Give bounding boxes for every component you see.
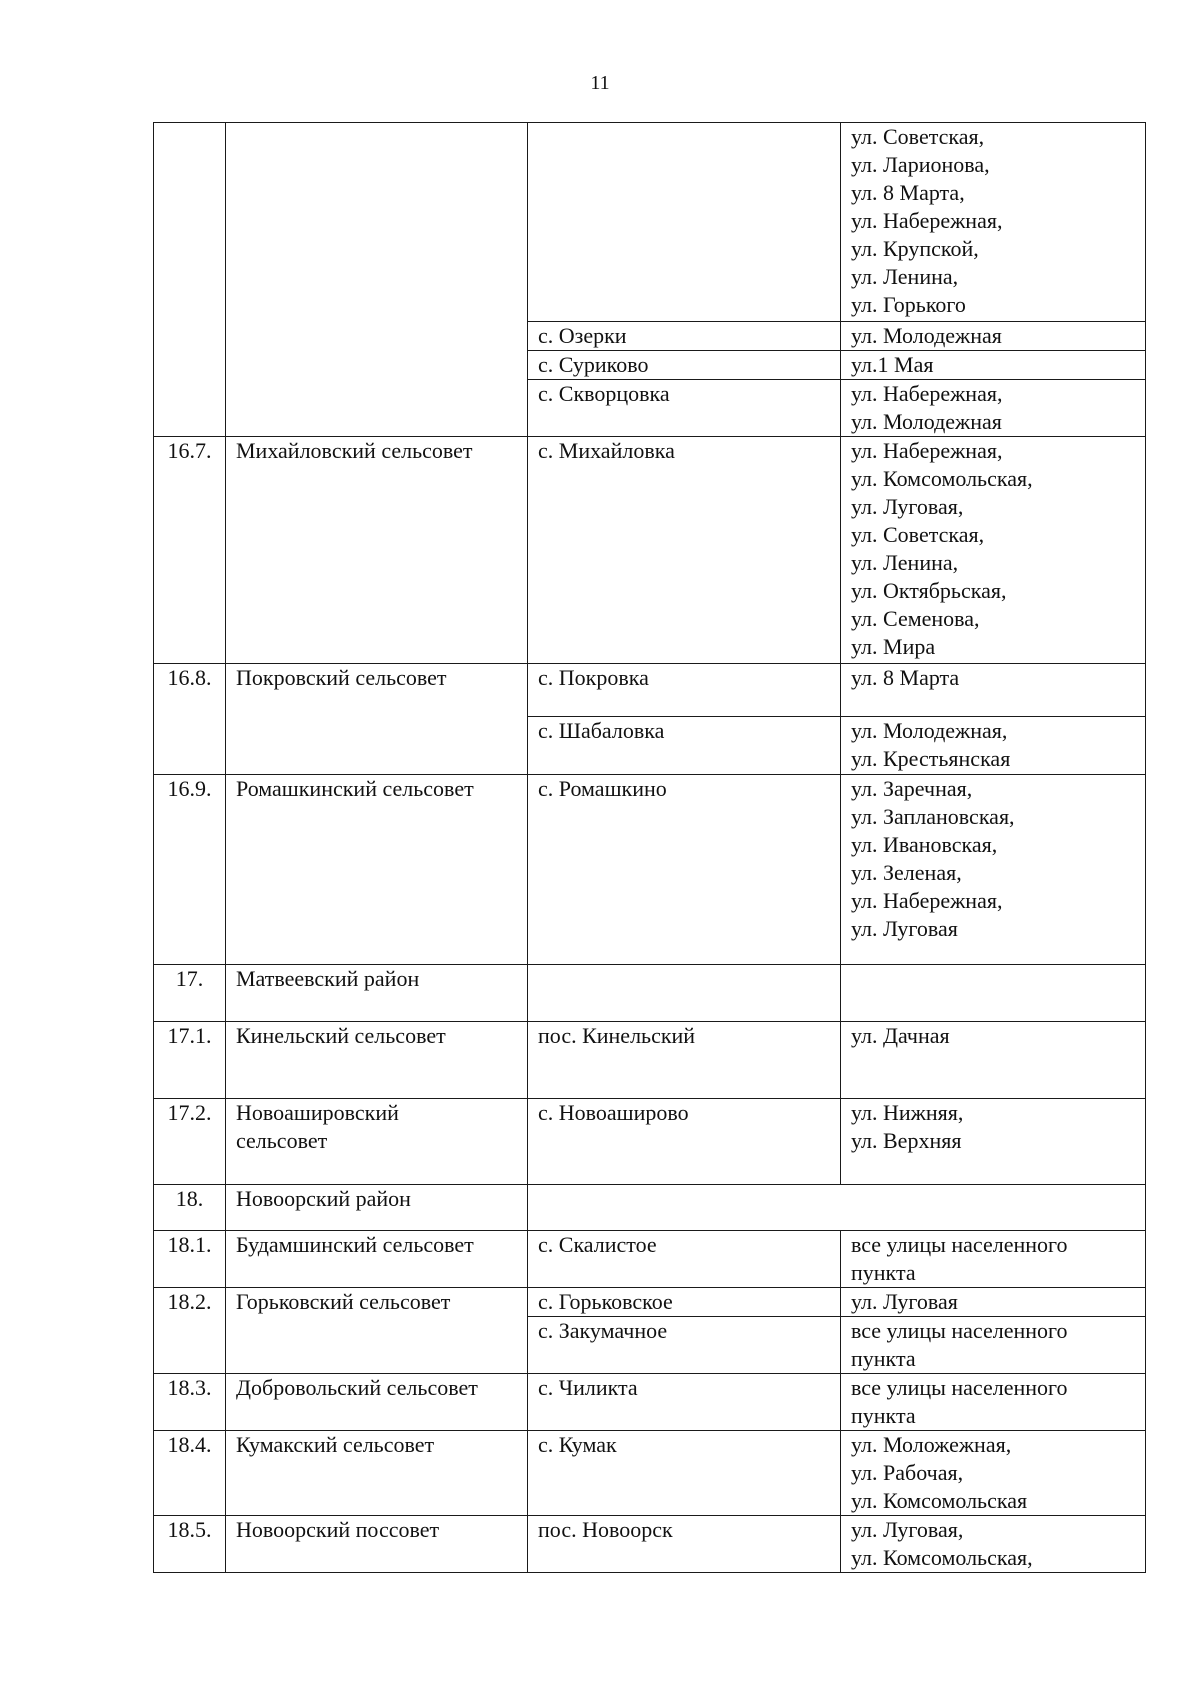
- street-item: ул. Молодежная: [851, 409, 1002, 434]
- street-item: ул. Ларионова,: [851, 152, 990, 177]
- streets-cell: [841, 1022, 1146, 1099]
- streets-cell: [841, 965, 1146, 1022]
- settlement-cell: с. Скворцовка: [528, 380, 841, 437]
- street-item: ул. Луговая: [851, 1289, 958, 1314]
- settlement-cell: с. Михайловка: [528, 437, 841, 664]
- council-cell: Добровольский сельсовет: [226, 1374, 528, 1431]
- street-item: ул. Моложежная,: [851, 1432, 1012, 1457]
- settlement-cell: с. Суриково: [528, 351, 841, 380]
- street-item: ул. Мира: [851, 634, 936, 659]
- table-row: [154, 1374, 1146, 1431]
- street-item: ул. Советская,: [851, 522, 985, 547]
- council-cell: Михайловский сельсовет: [226, 437, 528, 664]
- table-row: [154, 664, 1146, 717]
- council-cell: Будамшинский сельсовет: [226, 1231, 528, 1288]
- street-item: ул. Ленина,: [851, 264, 959, 289]
- street-item: ул. Набережная,: [851, 438, 1003, 463]
- street-item: ул. Набережная,: [851, 208, 1003, 233]
- settlement-cell: с. Горьковское: [528, 1288, 841, 1317]
- row-number-cell: 18.3.: [154, 1374, 226, 1431]
- settlement-cell: с. Кумак: [528, 1431, 841, 1516]
- street-item: пункта: [851, 1403, 916, 1428]
- council-cell: Горьковский сельсовет: [226, 1288, 528, 1374]
- council-cell: Кумакский сельсовет: [226, 1431, 528, 1516]
- table-row: [154, 775, 1146, 965]
- street-item: ул. Крупской,: [851, 236, 979, 261]
- street-item: ул. Заплановская,: [851, 804, 1015, 829]
- streets-cell: [841, 664, 1146, 717]
- street-item: ул. Дачная: [851, 1023, 950, 1048]
- empty-merged-cell: [528, 1185, 1146, 1231]
- street-item: все улицы населенного: [851, 1375, 1068, 1400]
- council-cell: Ромашкинский сельсовет: [226, 775, 528, 965]
- table-row: [154, 123, 1146, 322]
- street-item: ул. Комсомольская,: [851, 1545, 1033, 1570]
- street-item: ул. Советская,: [851, 124, 985, 149]
- row-number-cell: 18.2.: [154, 1288, 226, 1374]
- council-cell: Покровский сельсовет: [226, 664, 528, 775]
- row-number-cell: 16.7.: [154, 437, 226, 664]
- settlement-cell: с. Озерки: [528, 322, 841, 351]
- street-item: ул. Луговая,: [851, 1517, 964, 1542]
- street-item: ул. Комсомольская,: [851, 466, 1033, 491]
- table-row: [154, 1185, 1146, 1231]
- row-number-cell: 17.1.: [154, 1022, 226, 1099]
- street-item: ул. Набережная,: [851, 381, 1003, 406]
- streets-cell: [841, 351, 1146, 380]
- streets-cell: [841, 775, 1146, 965]
- street-item: ул. Нижняя,: [851, 1100, 964, 1125]
- table-row: [154, 1516, 1146, 1573]
- row-number-cell: [154, 123, 226, 437]
- streets-cell: [841, 1374, 1146, 1431]
- council-cell: Кинельский сельсовет: [226, 1022, 528, 1099]
- settlements-table: [153, 122, 1146, 1573]
- settlement-cell: с. Покровка: [528, 664, 841, 717]
- street-item: все улицы населенного: [851, 1232, 1068, 1257]
- streets-cell: [841, 1317, 1146, 1374]
- streets-cell: [841, 717, 1146, 775]
- row-number-cell: 18.: [154, 1185, 226, 1231]
- table-row: [154, 1288, 1146, 1317]
- settlement-cell: с. Закумачное: [528, 1317, 841, 1374]
- council-cell: Новоашировский сельсовет: [226, 1099, 528, 1185]
- settlement-cell: пос. Новоорск: [528, 1516, 841, 1573]
- street-item: пункта: [851, 1346, 916, 1371]
- row-number-cell: 18.4.: [154, 1431, 226, 1516]
- street-item: ул. Заречная,: [851, 776, 973, 801]
- settlement-cell: с. Чиликта: [528, 1374, 841, 1431]
- street-item: ул. 8 Марта,: [851, 180, 965, 205]
- row-number-cell: 18.5.: [154, 1516, 226, 1573]
- street-item: ул. Набережная,: [851, 888, 1003, 913]
- settlement-cell: пос. Кинельский: [528, 1022, 841, 1099]
- settlement-cell: с. Скалистое: [528, 1231, 841, 1288]
- streets-cell: [841, 123, 1146, 322]
- street-item: ул. Ивановская,: [851, 832, 998, 857]
- table-row: [154, 965, 1146, 1022]
- streets-cell: [841, 380, 1146, 437]
- page-number: 11: [590, 72, 610, 94]
- table-row: [154, 1099, 1146, 1185]
- settlement-cell: [528, 965, 841, 1022]
- row-number-cell: 16.9.: [154, 775, 226, 965]
- street-item: ул. Крестьянская: [851, 746, 1011, 771]
- row-number-cell: 17.2.: [154, 1099, 226, 1185]
- streets-cell: [841, 1431, 1146, 1516]
- streets-cell: [841, 437, 1146, 664]
- street-item: ул. Зеленая,: [851, 860, 962, 885]
- table-row: [154, 1431, 1146, 1516]
- street-item: ул.1 Мая: [851, 352, 934, 377]
- street-item: ул. Комсомольская: [851, 1488, 1028, 1513]
- district-cell: Матвеевский район: [226, 965, 528, 1022]
- settlement-cell: с. Ромашкино: [528, 775, 841, 965]
- street-item: ул. 8 Марта: [851, 665, 960, 690]
- street-item: ул. Луговая: [851, 916, 958, 941]
- street-item: ул. Семенова,: [851, 606, 980, 631]
- streets-cell: [841, 1099, 1146, 1185]
- district-cell: Новоорский район: [226, 1185, 528, 1231]
- street-item: ул. Рабочая,: [851, 1460, 964, 1485]
- council-cell: [226, 123, 528, 437]
- row-number-cell: 16.8.: [154, 664, 226, 775]
- streets-cell: [841, 1516, 1146, 1573]
- street-item: ул. Луговая,: [851, 494, 964, 519]
- street-item: пункта: [851, 1260, 916, 1285]
- row-number-cell: 17.: [154, 965, 226, 1022]
- council-cell: Новоорский поссовет: [226, 1516, 528, 1573]
- table-row: [154, 1022, 1146, 1099]
- streets-cell: [841, 1288, 1146, 1317]
- row-number-cell: 18.1.: [154, 1231, 226, 1288]
- table-row: [154, 1231, 1146, 1288]
- streets-cell: [841, 1231, 1146, 1288]
- street-item: ул. Молодежная: [851, 323, 1002, 348]
- settlement-cell: [528, 123, 841, 322]
- street-item: ул. Верхняя: [851, 1128, 962, 1153]
- street-item: все улицы населенного: [851, 1318, 1068, 1343]
- street-item: ул. Октябрьская,: [851, 578, 1007, 603]
- settlement-cell: с. Шабаловка: [528, 717, 841, 775]
- table-row: [154, 437, 1146, 664]
- settlement-cell: с. Новоаширово: [528, 1099, 841, 1185]
- street-item: ул. Молодежная,: [851, 718, 1008, 743]
- street-item: ул. Горького: [851, 292, 966, 317]
- street-item: ул. Ленина,: [851, 550, 959, 575]
- streets-cell: [841, 322, 1146, 351]
